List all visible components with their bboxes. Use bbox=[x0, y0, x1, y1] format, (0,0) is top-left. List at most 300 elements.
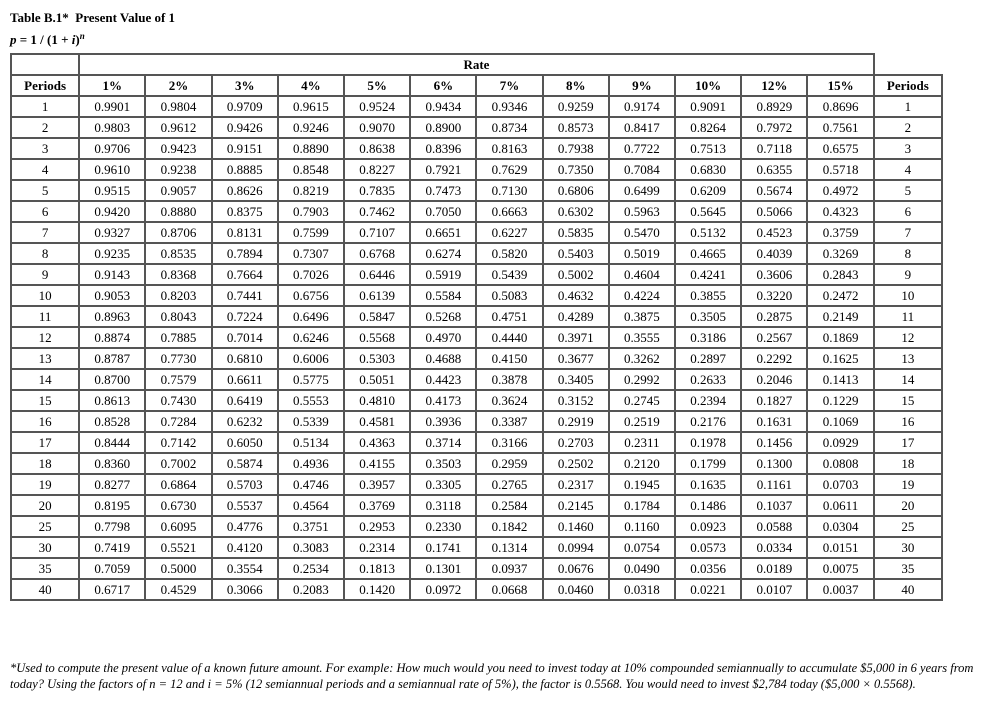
factor-cell: 0.1635 bbox=[675, 474, 741, 495]
period-cell-left: 14 bbox=[11, 369, 79, 390]
factor-cell: 0.3305 bbox=[410, 474, 476, 495]
factor-cell: 0.3714 bbox=[410, 432, 476, 453]
factor-cell: 0.3387 bbox=[476, 411, 542, 432]
factor-cell: 0.3262 bbox=[609, 348, 675, 369]
period-cell-right: 19 bbox=[874, 474, 942, 495]
factor-cell: 0.9423 bbox=[145, 138, 211, 159]
factor-cell: 0.1799 bbox=[675, 453, 741, 474]
factor-cell: 0.3878 bbox=[476, 369, 542, 390]
factor-cell: 0.1300 bbox=[741, 453, 807, 474]
period-cell-right: 10 bbox=[874, 285, 942, 306]
factor-cell: 0.0318 bbox=[609, 579, 675, 600]
factor-cell: 0.6050 bbox=[212, 432, 278, 453]
factor-cell: 0.1160 bbox=[609, 516, 675, 537]
table-row bbox=[11, 558, 942, 579]
rate-header-row bbox=[11, 54, 942, 75]
factor-cell: 0.4323 bbox=[807, 201, 873, 222]
blank-header-cell bbox=[11, 54, 79, 75]
table-row bbox=[11, 306, 942, 327]
period-cell-right: 15 bbox=[874, 390, 942, 411]
factor-cell: 0.7441 bbox=[212, 285, 278, 306]
table-row bbox=[11, 180, 942, 201]
factor-cell: 0.5874 bbox=[212, 453, 278, 474]
factor-cell: 0.9143 bbox=[79, 264, 145, 285]
formula bbox=[10, 27, 175, 49]
period-cell-left: 8 bbox=[11, 243, 79, 264]
factor-cell: 0.4039 bbox=[741, 243, 807, 264]
factor-cell: 0.6611 bbox=[212, 369, 278, 390]
period-cell-right: 11 bbox=[874, 306, 942, 327]
factor-cell: 0.2633 bbox=[675, 369, 741, 390]
table-row bbox=[11, 369, 942, 390]
table-row bbox=[11, 264, 942, 285]
factor-cell: 0.7921 bbox=[410, 159, 476, 180]
table-row bbox=[11, 411, 942, 432]
factor-cell: 0.9420 bbox=[79, 201, 145, 222]
factor-cell: 0.8706 bbox=[145, 222, 211, 243]
factor-cell: 0.9174 bbox=[609, 96, 675, 117]
factor-cell: 0.6274 bbox=[410, 243, 476, 264]
factor-cell: 0.5919 bbox=[410, 264, 476, 285]
factor-cell: 0.5439 bbox=[476, 264, 542, 285]
factor-cell: 0.8227 bbox=[344, 159, 410, 180]
factor-cell: 0.8163 bbox=[476, 138, 542, 159]
factor-cell: 0.2584 bbox=[476, 495, 542, 516]
factor-cell: 0.2311 bbox=[609, 432, 675, 453]
factor-cell: 0.3624 bbox=[476, 390, 542, 411]
period-cell-right: 9 bbox=[874, 264, 942, 285]
factor-cell: 0.6446 bbox=[344, 264, 410, 285]
factor-cell: 0.3936 bbox=[410, 411, 476, 432]
factor-cell: 0.3505 bbox=[675, 306, 741, 327]
period-cell-right: 7 bbox=[874, 222, 942, 243]
factor-cell: 0.1161 bbox=[741, 474, 807, 495]
factor-cell: 0.7462 bbox=[344, 201, 410, 222]
table-body bbox=[11, 96, 942, 600]
table-row bbox=[11, 285, 942, 306]
factor-cell: 0.4564 bbox=[278, 495, 344, 516]
factor-cell: 0.8638 bbox=[344, 138, 410, 159]
factor-cell: 0.2149 bbox=[807, 306, 873, 327]
factor-cell: 0.3971 bbox=[543, 327, 609, 348]
factor-cell: 0.4936 bbox=[278, 453, 344, 474]
factor-cell: 0.7561 bbox=[807, 117, 873, 138]
table-name: Present Value of 1 bbox=[75, 10, 176, 25]
factor-cell: 0.9091 bbox=[675, 96, 741, 117]
column-header-row bbox=[11, 75, 942, 96]
table-row bbox=[11, 201, 942, 222]
factor-cell: 0.5820 bbox=[476, 243, 542, 264]
factor-cell: 0.8734 bbox=[476, 117, 542, 138]
period-cell-right: 13 bbox=[874, 348, 942, 369]
factor-cell: 0.0189 bbox=[741, 558, 807, 579]
factor-cell: 0.9259 bbox=[543, 96, 609, 117]
factor-cell: 0.6246 bbox=[278, 327, 344, 348]
table-row bbox=[11, 432, 942, 453]
factor-cell: 0.7142 bbox=[145, 432, 211, 453]
factor-cell: 0.1869 bbox=[807, 327, 873, 348]
factor-cell: 0.0972 bbox=[410, 579, 476, 600]
period-cell-left: 18 bbox=[11, 453, 79, 474]
factor-cell: 0.6663 bbox=[476, 201, 542, 222]
period-cell-left: 25 bbox=[11, 516, 79, 537]
factor-cell: 0.0334 bbox=[741, 537, 807, 558]
factor-cell: 0.6139 bbox=[344, 285, 410, 306]
factor-cell: 0.8131 bbox=[212, 222, 278, 243]
factor-cell: 0.8264 bbox=[675, 117, 741, 138]
period-cell-right: 1 bbox=[874, 96, 942, 117]
factor-cell: 0.4581 bbox=[344, 411, 410, 432]
period-cell-left: 1 bbox=[11, 96, 79, 117]
factor-cell: 0.8535 bbox=[145, 243, 211, 264]
factor-cell: 0.0703 bbox=[807, 474, 873, 495]
factor-cell: 0.4224 bbox=[609, 285, 675, 306]
period-cell-right: 35 bbox=[874, 558, 942, 579]
factor-cell: 0.8890 bbox=[278, 138, 344, 159]
factor-cell: 0.9803 bbox=[79, 117, 145, 138]
factor-cell: 0.7059 bbox=[79, 558, 145, 579]
formula-body: = 1 / (1 + bbox=[16, 32, 72, 47]
factor-cell: 0.0929 bbox=[807, 432, 873, 453]
factor-cell: 0.2046 bbox=[741, 369, 807, 390]
factor-cell: 0.0808 bbox=[807, 453, 873, 474]
factor-cell: 0.6232 bbox=[212, 411, 278, 432]
factor-cell: 0.6717 bbox=[79, 579, 145, 600]
factor-cell: 0.0588 bbox=[741, 516, 807, 537]
period-cell-right: 40 bbox=[874, 579, 942, 600]
factor-cell: 0.6864 bbox=[145, 474, 211, 495]
present-value-table bbox=[10, 53, 943, 601]
period-cell-right: 2 bbox=[874, 117, 942, 138]
factor-cell: 0.2959 bbox=[476, 453, 542, 474]
factor-cell: 0.7224 bbox=[212, 306, 278, 327]
factor-cell: 0.0573 bbox=[675, 537, 741, 558]
period-cell-left: 19 bbox=[11, 474, 79, 495]
table-row bbox=[11, 327, 942, 348]
table-row bbox=[11, 537, 942, 558]
rate-column-header: 9% bbox=[609, 75, 675, 96]
factor-cell: 0.8613 bbox=[79, 390, 145, 411]
factor-cell: 0.0221 bbox=[675, 579, 741, 600]
factor-cell: 0.5674 bbox=[741, 180, 807, 201]
factor-cell: 0.5002 bbox=[543, 264, 609, 285]
factor-cell: 0.2502 bbox=[543, 453, 609, 474]
factor-cell: 0.8626 bbox=[212, 180, 278, 201]
blank-header-cell-right bbox=[874, 54, 942, 75]
factor-cell: 0.4120 bbox=[212, 537, 278, 558]
factor-cell: 0.1229 bbox=[807, 390, 873, 411]
table-row bbox=[11, 243, 942, 264]
factor-cell: 0.0304 bbox=[807, 516, 873, 537]
factor-cell: 0.7002 bbox=[145, 453, 211, 474]
factor-cell: 0.6768 bbox=[344, 243, 410, 264]
factor-cell: 0.5019 bbox=[609, 243, 675, 264]
factor-cell: 0.5553 bbox=[278, 390, 344, 411]
factor-cell: 0.7664 bbox=[212, 264, 278, 285]
factor-cell: 0.9235 bbox=[79, 243, 145, 264]
factor-cell: 0.4688 bbox=[410, 348, 476, 369]
factor-cell: 0.4746 bbox=[278, 474, 344, 495]
factor-cell: 0.2330 bbox=[410, 516, 476, 537]
factor-cell: 0.3503 bbox=[410, 453, 476, 474]
factor-cell: 0.8528 bbox=[79, 411, 145, 432]
factor-cell: 0.7026 bbox=[278, 264, 344, 285]
periods-header-right: Periods bbox=[874, 75, 942, 96]
factor-cell: 0.2176 bbox=[675, 411, 741, 432]
factor-cell: 0.1741 bbox=[410, 537, 476, 558]
factor-cell: 0.4632 bbox=[543, 285, 609, 306]
factor-cell: 0.5403 bbox=[543, 243, 609, 264]
period-cell-left: 11 bbox=[11, 306, 79, 327]
factor-cell: 0.0490 bbox=[609, 558, 675, 579]
factor-cell: 0.1037 bbox=[741, 495, 807, 516]
factor-cell: 0.1813 bbox=[344, 558, 410, 579]
factor-cell: 0.3677 bbox=[543, 348, 609, 369]
factor-cell: 0.7050 bbox=[410, 201, 476, 222]
factor-cell: 0.3759 bbox=[807, 222, 873, 243]
factor-cell: 0.3554 bbox=[212, 558, 278, 579]
rate-column-header: 8% bbox=[543, 75, 609, 96]
factor-cell: 0.7972 bbox=[741, 117, 807, 138]
factor-cell: 0.8874 bbox=[79, 327, 145, 348]
factor-cell: 0.3405 bbox=[543, 369, 609, 390]
factor-cell: 0.0356 bbox=[675, 558, 741, 579]
table-row bbox=[11, 390, 942, 411]
period-cell-left: 7 bbox=[11, 222, 79, 243]
footnote: *Used to compute the present value of a known future amount. For example: How much would you need to invest today at 10% compounded semiannually to accumulate $5,000 in 6 years from today? Using the factors of n = 12 and i = 5% (12 semiannual periods and a semiannual rate of 5%), the factor is 0.5568. You would need to invest $2,784 today ($5,000 × 0.5568). bbox=[10, 661, 974, 691]
period-cell-left: 30 bbox=[11, 537, 79, 558]
factor-cell: 0.9524 bbox=[344, 96, 410, 117]
factor-cell: 0.7579 bbox=[145, 369, 211, 390]
table-row bbox=[11, 474, 942, 495]
factor-cell: 0.5703 bbox=[212, 474, 278, 495]
period-cell-left: 6 bbox=[11, 201, 79, 222]
factor-cell: 0.9426 bbox=[212, 117, 278, 138]
factor-cell: 0.6756 bbox=[278, 285, 344, 306]
factor-cell: 0.8195 bbox=[79, 495, 145, 516]
factor-cell: 0.3855 bbox=[675, 285, 741, 306]
factor-cell: 0.8043 bbox=[145, 306, 211, 327]
factor-cell: 0.8885 bbox=[212, 159, 278, 180]
factor-cell: 0.2843 bbox=[807, 264, 873, 285]
factor-cell: 0.2534 bbox=[278, 558, 344, 579]
table-row bbox=[11, 348, 942, 369]
factor-cell: 0.9610 bbox=[79, 159, 145, 180]
table-row bbox=[11, 159, 942, 180]
factor-cell: 0.2765 bbox=[476, 474, 542, 495]
factor-cell: 0.4289 bbox=[543, 306, 609, 327]
factor-cell: 0.9709 bbox=[212, 96, 278, 117]
factor-cell: 0.6575 bbox=[807, 138, 873, 159]
factor-cell: 0.2567 bbox=[741, 327, 807, 348]
factor-cell: 0.4751 bbox=[476, 306, 542, 327]
factor-cell: 0.5303 bbox=[344, 348, 410, 369]
factor-cell: 0.5268 bbox=[410, 306, 476, 327]
factor-cell: 0.5584 bbox=[410, 285, 476, 306]
factor-cell: 0.1069 bbox=[807, 411, 873, 432]
rate-column-header: 3% bbox=[212, 75, 278, 96]
factor-cell: 0.7835 bbox=[344, 180, 410, 201]
factor-cell: 0.1413 bbox=[807, 369, 873, 390]
factor-cell: 0.8573 bbox=[543, 117, 609, 138]
rate-column-header: 7% bbox=[476, 75, 542, 96]
factor-cell: 0.4665 bbox=[675, 243, 741, 264]
factor-cell: 0.9327 bbox=[79, 222, 145, 243]
period-cell-left: 10 bbox=[11, 285, 79, 306]
factor-cell: 0.4810 bbox=[344, 390, 410, 411]
rate-header: Rate bbox=[79, 54, 874, 75]
factor-cell: 0.7903 bbox=[278, 201, 344, 222]
factor-cell: 0.8219 bbox=[278, 180, 344, 201]
period-cell-right: 4 bbox=[874, 159, 942, 180]
factor-cell: 0.2120 bbox=[609, 453, 675, 474]
factor-cell: 0.3083 bbox=[278, 537, 344, 558]
factor-cell: 0.8880 bbox=[145, 201, 211, 222]
factor-cell: 0.6227 bbox=[476, 222, 542, 243]
factor-cell: 0.0923 bbox=[675, 516, 741, 537]
factor-cell: 0.9612 bbox=[145, 117, 211, 138]
rate-column-header: 6% bbox=[410, 75, 476, 96]
period-cell-right: 5 bbox=[874, 180, 942, 201]
table-row bbox=[11, 453, 942, 474]
period-cell-right: 3 bbox=[874, 138, 942, 159]
factor-cell: 0.8277 bbox=[79, 474, 145, 495]
formula-p: p bbox=[10, 32, 17, 47]
rate-column-header: 2% bbox=[145, 75, 211, 96]
formula-exponent: n bbox=[79, 31, 85, 41]
factor-cell: 0.4523 bbox=[741, 222, 807, 243]
factor-cell: 0.5339 bbox=[278, 411, 344, 432]
factor-cell: 0.5847 bbox=[344, 306, 410, 327]
table-title bbox=[10, 9, 175, 27]
factor-cell: 0.1631 bbox=[741, 411, 807, 432]
factor-cell: 0.5000 bbox=[145, 558, 211, 579]
factor-cell: 0.3066 bbox=[212, 579, 278, 600]
factor-cell: 0.2919 bbox=[543, 411, 609, 432]
period-cell-right: 14 bbox=[874, 369, 942, 390]
factor-cell: 0.1486 bbox=[675, 495, 741, 516]
factor-cell: 0.9151 bbox=[212, 138, 278, 159]
period-cell-right: 16 bbox=[874, 411, 942, 432]
period-cell-left: 35 bbox=[11, 558, 79, 579]
factor-cell: 0.0037 bbox=[807, 579, 873, 600]
rate-column-header: 1% bbox=[79, 75, 145, 96]
factor-cell: 0.3118 bbox=[410, 495, 476, 516]
factor-cell: 0.2394 bbox=[675, 390, 741, 411]
table-number: Table B.1* bbox=[10, 10, 69, 25]
factor-cell: 0.0676 bbox=[543, 558, 609, 579]
factor-cell: 0.2703 bbox=[543, 432, 609, 453]
factor-cell: 0.5083 bbox=[476, 285, 542, 306]
factor-cell: 0.7419 bbox=[79, 537, 145, 558]
factor-cell: 0.6302 bbox=[543, 201, 609, 222]
factor-cell: 0.9053 bbox=[79, 285, 145, 306]
factor-cell: 0.4440 bbox=[476, 327, 542, 348]
factor-cell: 0.5645 bbox=[675, 201, 741, 222]
factor-cell: 0.7722 bbox=[609, 138, 675, 159]
periods-header-left: Periods bbox=[11, 75, 79, 96]
factor-cell: 0.7118 bbox=[741, 138, 807, 159]
table-row bbox=[11, 579, 942, 600]
factor-cell: 0.5718 bbox=[807, 159, 873, 180]
factor-cell: 0.8900 bbox=[410, 117, 476, 138]
factor-cell: 0.7084 bbox=[609, 159, 675, 180]
factor-cell: 0.1978 bbox=[675, 432, 741, 453]
factor-cell: 0.5470 bbox=[609, 222, 675, 243]
factor-cell: 0.8548 bbox=[278, 159, 344, 180]
factor-cell: 0.0668 bbox=[476, 579, 542, 600]
factor-cell: 0.9246 bbox=[278, 117, 344, 138]
factor-cell: 0.0107 bbox=[741, 579, 807, 600]
factor-cell: 0.2083 bbox=[278, 579, 344, 600]
factor-cell: 0.4155 bbox=[344, 453, 410, 474]
factor-cell: 0.9515 bbox=[79, 180, 145, 201]
factor-cell: 0.5521 bbox=[145, 537, 211, 558]
factor-cell: 0.9238 bbox=[145, 159, 211, 180]
factor-cell: 0.0460 bbox=[543, 579, 609, 600]
factor-cell: 0.7629 bbox=[476, 159, 542, 180]
factor-cell: 0.3166 bbox=[476, 432, 542, 453]
factor-cell: 0.8396 bbox=[410, 138, 476, 159]
factor-cell: 0.1842 bbox=[476, 516, 542, 537]
period-cell-left: 12 bbox=[11, 327, 79, 348]
factor-cell: 0.8963 bbox=[79, 306, 145, 327]
factor-cell: 0.5134 bbox=[278, 432, 344, 453]
factor-cell: 0.6095 bbox=[145, 516, 211, 537]
factor-cell: 0.3220 bbox=[741, 285, 807, 306]
factor-cell: 0.5775 bbox=[278, 369, 344, 390]
factor-cell: 0.0994 bbox=[543, 537, 609, 558]
factor-cell: 0.1456 bbox=[741, 432, 807, 453]
factor-cell: 0.3152 bbox=[543, 390, 609, 411]
factor-cell: 0.3606 bbox=[741, 264, 807, 285]
factor-cell: 0.2953 bbox=[344, 516, 410, 537]
factor-cell: 0.7473 bbox=[410, 180, 476, 201]
factor-cell: 0.8360 bbox=[79, 453, 145, 474]
factor-cell: 0.4529 bbox=[145, 579, 211, 600]
factor-cell: 0.4241 bbox=[675, 264, 741, 285]
factor-cell: 0.1420 bbox=[344, 579, 410, 600]
rate-column-header: 10% bbox=[675, 75, 741, 96]
title-block bbox=[10, 9, 175, 49]
period-cell-left: 2 bbox=[11, 117, 79, 138]
factor-cell: 0.5132 bbox=[675, 222, 741, 243]
factor-cell: 0.7599 bbox=[278, 222, 344, 243]
factor-cell: 0.4776 bbox=[212, 516, 278, 537]
factor-cell: 0.2992 bbox=[609, 369, 675, 390]
factor-cell: 0.7130 bbox=[476, 180, 542, 201]
factor-cell: 0.0075 bbox=[807, 558, 873, 579]
factor-cell: 0.8368 bbox=[145, 264, 211, 285]
factor-cell: 0.8375 bbox=[212, 201, 278, 222]
factor-cell: 0.2472 bbox=[807, 285, 873, 306]
factor-cell: 0.7107 bbox=[344, 222, 410, 243]
factor-cell: 0.4604 bbox=[609, 264, 675, 285]
factor-cell: 0.5568 bbox=[344, 327, 410, 348]
factor-cell: 0.2145 bbox=[543, 495, 609, 516]
factor-cell: 0.8417 bbox=[609, 117, 675, 138]
table-row bbox=[11, 222, 942, 243]
factor-cell: 0.7430 bbox=[145, 390, 211, 411]
period-cell-left: 20 bbox=[11, 495, 79, 516]
period-cell-right: 18 bbox=[874, 453, 942, 474]
factor-cell: 0.9901 bbox=[79, 96, 145, 117]
rate-column-header: 15% bbox=[807, 75, 873, 96]
factor-cell: 0.8700 bbox=[79, 369, 145, 390]
factor-cell: 0.5051 bbox=[344, 369, 410, 390]
factor-cell: 0.7307 bbox=[278, 243, 344, 264]
period-cell-left: 9 bbox=[11, 264, 79, 285]
